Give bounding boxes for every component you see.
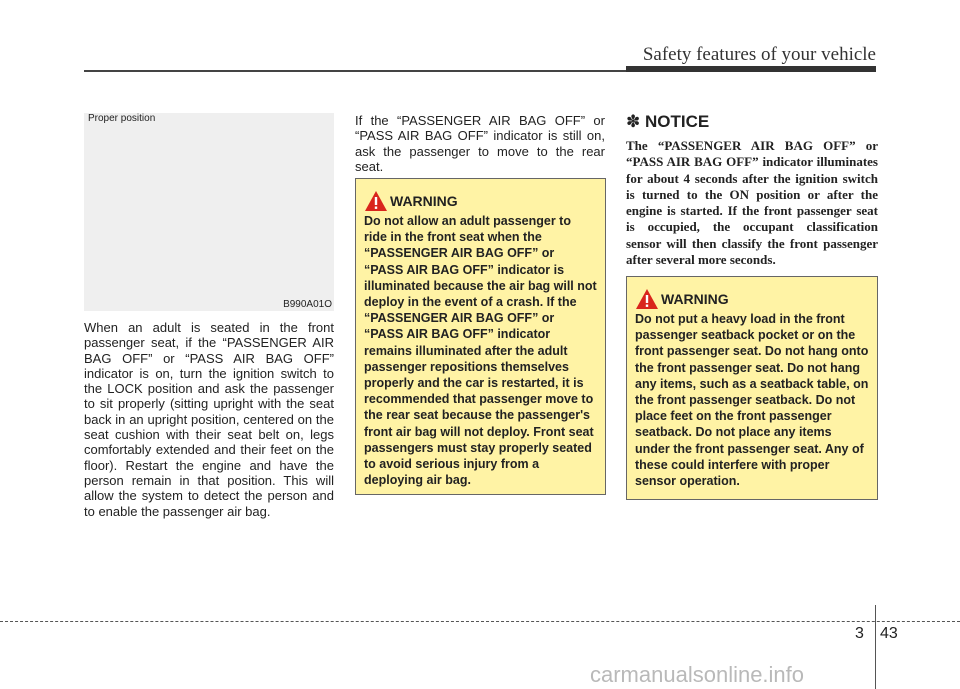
page-number: 43	[880, 625, 898, 642]
page-number-separator	[875, 605, 876, 689]
warning-triangle-icon	[364, 190, 388, 212]
figure-proper-position	[84, 113, 334, 311]
warning-box-adult-passenger	[355, 178, 606, 495]
warning-title: WARNING	[390, 193, 458, 209]
body-paragraph-adult-seated: When an adult is seated in the front passenger seat, if the “PASSENGER AIR BAG OFF” or “PASS AIR BAG OFF” indicator is on, turn the ignition switch to the LOCK position and ask the passenger to sit properly (sitting upright with the seat back in an upright position, centered on the seat cushion with their seat belt on, legs comfortably extended and their feet on the floor). Restart the engine and have the person remain in that position. This will allow the system to detect the person and to enable the passenger air bag.	[84, 320, 334, 519]
notice-title: ✽ NOTICE	[626, 112, 710, 131]
warning-title: WARNING	[661, 291, 729, 307]
header-title: Safety features of your vehicle	[642, 44, 876, 65]
warning-header	[364, 189, 597, 213]
warning-triangle-icon	[635, 288, 659, 310]
watermark: carmanualsonline.info	[590, 662, 805, 687]
header-rule-accent	[626, 66, 876, 72]
notice-text: The “PASSENGER AIR BAG OFF” or “PASS AIR BAG OFF” indicator illuminates for about 4 seconds after the ignition switch is turned to the ON position or after the engine is started. If the front passenger seat is occupied, the occupant classification sensor will then classify the front passenger after several more seconds.	[626, 138, 878, 268]
figure-code: B990A01O	[283, 299, 332, 310]
chapter-number: 3	[855, 625, 864, 642]
warning-box-heavy-load	[626, 276, 878, 500]
warning-text: Do not put a heavy load in the front passenger seatback pocket or on the front passenger seat. Do not hang onto the front passenger seat. Do not hang any items, such as a seatback table, on the front passenger seatback. Do not place feet on the front passenger seatback. Do not place any items under the front passenger seat. Any of these could interfere with proper sensor operation.	[635, 312, 869, 489]
figure-caption: Proper position	[88, 113, 156, 124]
body-paragraph-move-rear: If the “PASSENGER AIR BAG OFF” or “PASS AIR BAG OFF” indicator is still on, ask the passenger to move to the rear seat.	[355, 113, 605, 174]
warning-header	[635, 287, 869, 311]
warning-text: Do not allow an adult passenger to ride in the front seat when the “PASSENGER AIR BAG OFF” or “PASS AIR BAG OFF” indicator is illuminated because the air bag will not deploy in the event of a crash. If the “PASSENGER AIR BAG OFF” or “PASS AIR BAG OFF” indicator remains illuminated after the adult passenger repositions themselves properly and the car is restarted, it is recommended that passenger move to the rear seat because the passenger's front air bag will not deploy. Front seat passengers must stay properly seated to avoid serious injury from a deploying air bag.	[364, 214, 597, 488]
footer-rule	[0, 621, 960, 622]
notice-block	[626, 112, 878, 268]
